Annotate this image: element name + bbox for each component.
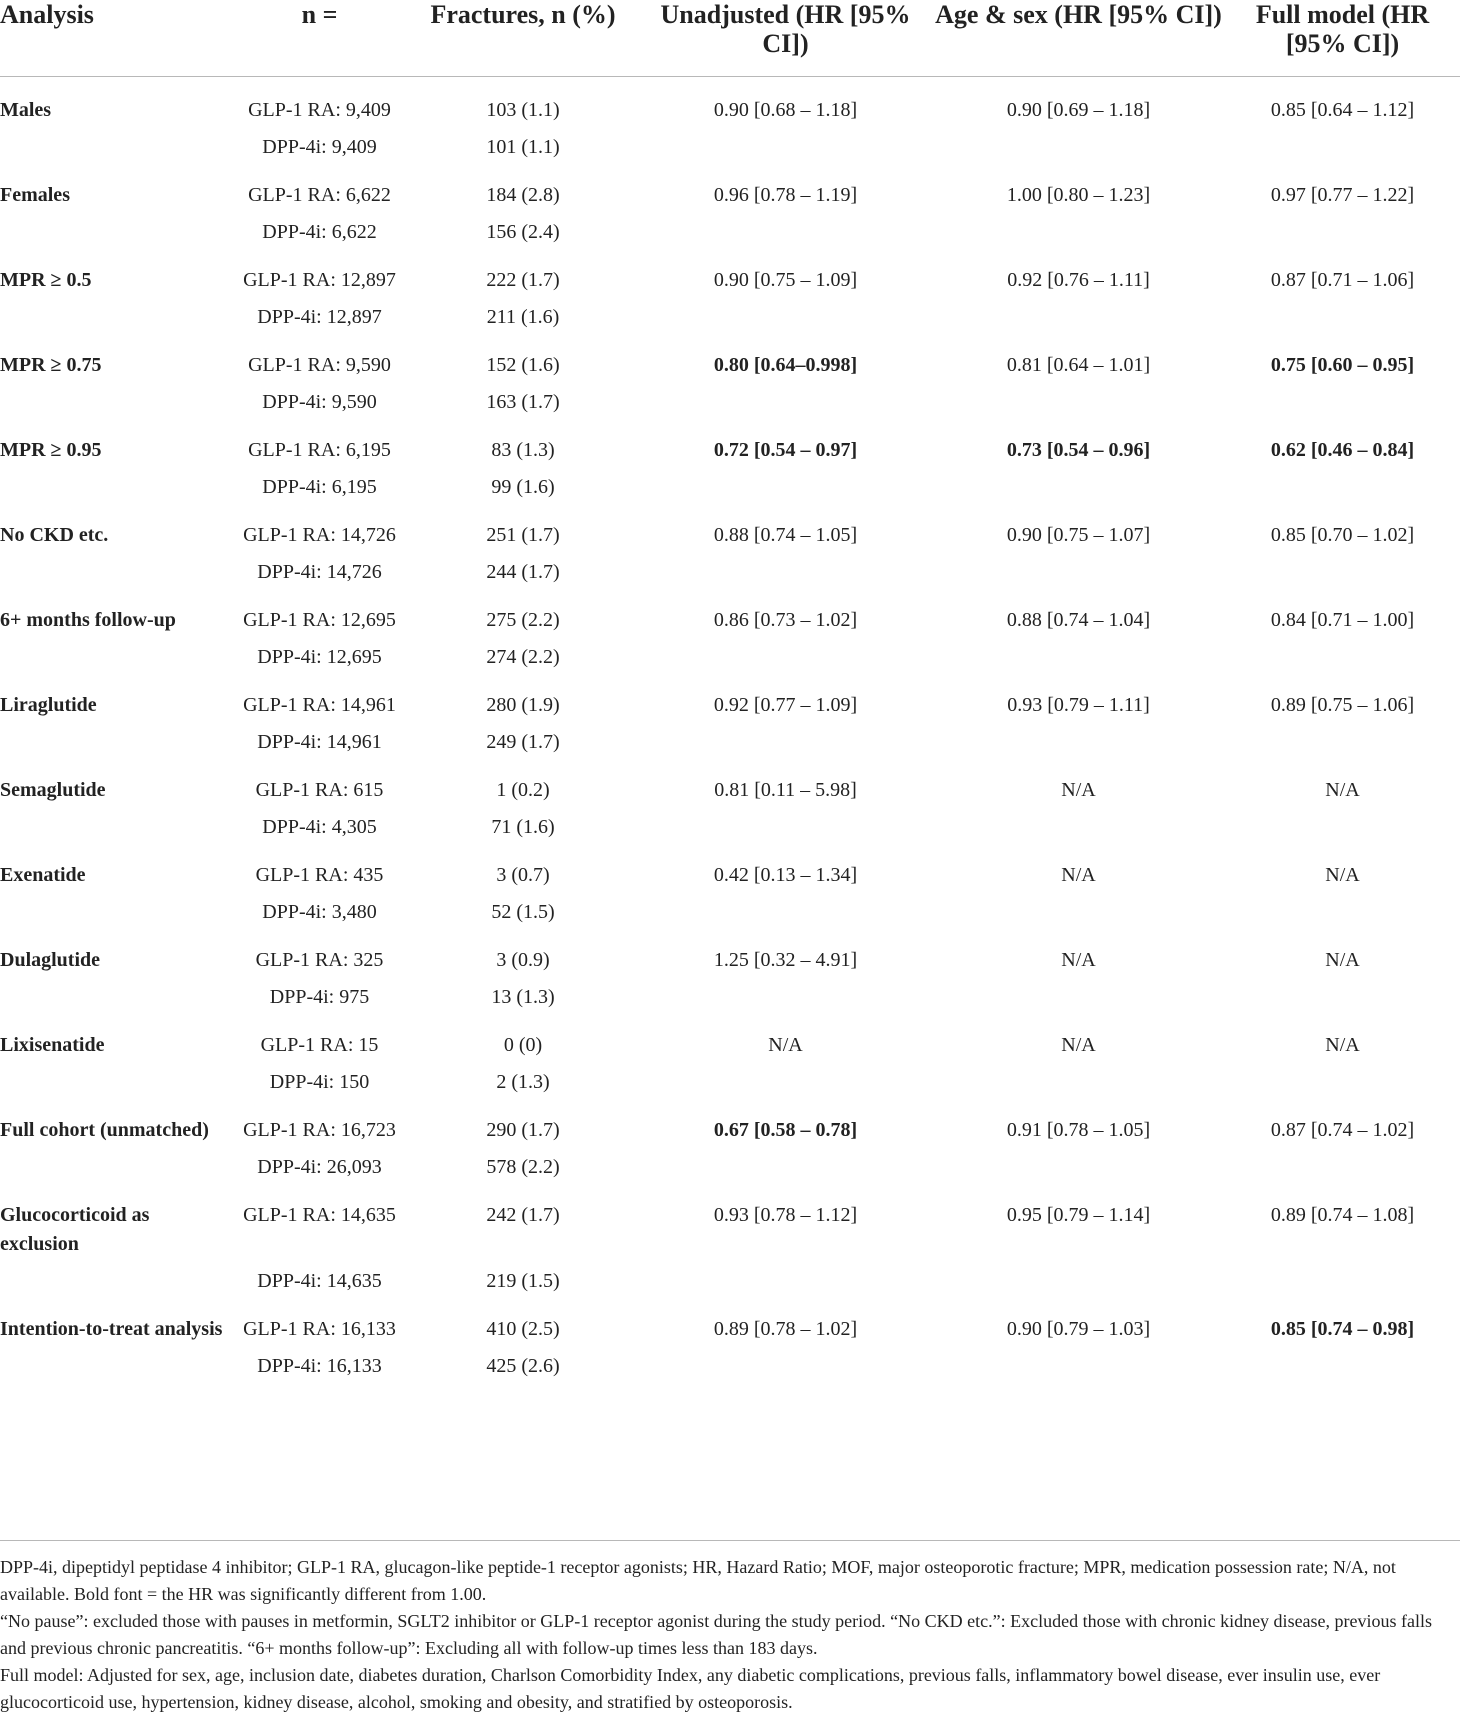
n-cell: GLP-1 RA: 6,195	[248, 439, 391, 461]
n-cell: DPP-4i: 12,897	[257, 306, 382, 328]
unadjusted-hr-cell: 0.81 [0.11 – 5.98]	[714, 779, 857, 801]
analysis-label: MPR ≥ 0.5	[0, 269, 92, 291]
table-row	[0, 757, 1460, 805]
full-model-hr-cell: 0.84 [0.71 – 1.00]	[1270, 609, 1415, 631]
empty-cell	[1225, 975, 1460, 1012]
age-sex-hr-cell: 0.91 [0.78 – 1.05]	[1006, 1119, 1151, 1141]
empty-cell	[932, 635, 1225, 672]
empty-cell	[932, 465, 1225, 502]
fractures-cell: 219 (1.5)	[486, 1270, 560, 1292]
full-model-hr-cell: N/A	[1325, 779, 1360, 801]
analysis-label: Females	[0, 184, 70, 206]
full-model-hr-cell: 0.87 [0.74 – 1.02]	[1270, 1119, 1415, 1141]
fractures-cell: 425 (2.6)	[486, 1355, 560, 1377]
empty-cell	[0, 380, 232, 417]
empty-cell	[0, 125, 232, 162]
table-row	[0, 550, 1460, 587]
empty-cell	[1225, 635, 1460, 672]
n-cell: GLP-1 RA: 16,723	[243, 1119, 396, 1141]
n-cell: DPP-4i: 150	[269, 1071, 370, 1093]
table-row	[0, 332, 1460, 380]
empty-cell	[1225, 1344, 1460, 1391]
n-cell: DPP-4i: 6,622	[262, 221, 377, 243]
analysis-label: 6+ months follow-up	[0, 609, 176, 631]
empty-cell	[639, 125, 932, 162]
unadjusted-hr-cell: 0.80 [0.64–0.998]	[713, 354, 858, 376]
age-sex-hr-cell: N/A	[1061, 779, 1096, 801]
table-header	[0, 0, 1460, 77]
age-sex-hr-cell: 0.73 [0.54 – 0.96]	[1006, 439, 1151, 461]
n-cell: GLP-1 RA: 325	[255, 949, 384, 971]
table-row	[0, 295, 1460, 332]
empty-cell	[0, 1060, 232, 1097]
fractures-cell: 99 (1.6)	[491, 476, 555, 498]
table-row	[0, 805, 1460, 842]
unadjusted-hr-cell: 0.88 [0.74 – 1.05]	[713, 524, 858, 546]
fractures-cell: 578 (2.2)	[486, 1156, 560, 1178]
table-row	[0, 77, 1460, 126]
table-row	[0, 975, 1460, 1012]
unadjusted-hr-cell: N/A	[768, 1034, 803, 1056]
footnote-full-model: Full model: Adjusted for sex, age, inclusion date, diabetes duration, Charlson Comorbidity Index, any diabetic complications, previous falls, inflammatory bowel disease, ever insulin use, ever glucocorticoid use, hypertension, kidney disease, alcohol, smoking and obesity, and stratified by osteoporosis.	[0, 1665, 1381, 1712]
empty-cell	[639, 465, 932, 502]
full-model-hr-cell: 0.97 [0.77 – 1.22]	[1270, 184, 1415, 206]
fractures-cell: 156 (2.4)	[486, 221, 560, 243]
empty-cell	[932, 210, 1225, 247]
header-full-model: Full model (HR [95% CI])	[1225, 0, 1460, 77]
full-model-hr-cell: 0.87 [0.71 – 1.06]	[1270, 269, 1415, 291]
age-sex-hr-cell: 0.88 [0.74 – 1.04]	[1006, 609, 1151, 631]
n-cell: DPP-4i: 14,726	[257, 561, 382, 583]
age-sex-hr-cell: N/A	[1061, 949, 1096, 971]
empty-cell	[639, 210, 932, 247]
fractures-cell: 251 (1.7)	[486, 524, 560, 546]
table-row	[0, 1060, 1460, 1097]
full-model-hr-cell: 0.85 [0.74 – 0.98]	[1270, 1318, 1415, 1340]
age-sex-hr-cell: 1.00 [0.80 – 1.23]	[1006, 184, 1151, 206]
empty-cell	[639, 1259, 932, 1296]
table-row	[0, 1344, 1460, 1391]
table-row	[0, 1182, 1460, 1259]
analysis-label: Intention-to-treat analysis	[0, 1318, 223, 1340]
unadjusted-hr-cell: 0.42 [0.13 – 1.34]	[713, 864, 858, 886]
n-cell: DPP-4i: 9,590	[262, 391, 377, 413]
n-cell: GLP-1 RA: 9,590	[248, 354, 391, 376]
n-cell: GLP-1 RA: 12,695	[243, 609, 396, 631]
empty-cell	[1225, 1060, 1460, 1097]
unadjusted-hr-cell: 0.90 [0.68 – 1.18]	[713, 99, 858, 121]
header-fractures: Fractures, n (%)	[407, 0, 639, 77]
empty-cell	[0, 635, 232, 672]
table-row	[0, 380, 1460, 417]
full-model-hr-cell: 0.62 [0.46 – 0.84]	[1270, 439, 1415, 461]
fractures-cell: 280 (1.9)	[486, 694, 560, 716]
empty-cell	[932, 1145, 1225, 1182]
empty-cell	[639, 380, 932, 417]
age-sex-hr-cell: 0.93 [0.79 – 1.11]	[1007, 694, 1150, 716]
empty-cell	[0, 975, 232, 1012]
fractures-cell: 249 (1.7)	[486, 731, 560, 753]
table-row	[0, 587, 1460, 635]
fractures-cell: 244 (1.7)	[486, 561, 560, 583]
empty-cell	[1225, 125, 1460, 162]
empty-cell	[0, 1344, 232, 1391]
table-row	[0, 1097, 1460, 1145]
analysis-label: No CKD etc.	[0, 524, 109, 546]
unadjusted-hr-cell: 0.89 [0.78 – 1.02]	[713, 1318, 858, 1340]
n-cell: DPP-4i: 3,480	[262, 901, 377, 923]
n-cell: GLP-1 RA: 16,133	[243, 1318, 396, 1340]
fractures-cell: 103 (1.1)	[486, 99, 560, 121]
empty-cell	[932, 295, 1225, 332]
full-model-hr-cell: N/A	[1325, 949, 1360, 971]
n-cell: GLP-1 RA: 435	[255, 864, 384, 886]
analysis-label: Semaglutide	[0, 779, 106, 801]
fractures-cell: 3 (0.9)	[496, 949, 550, 971]
table-row	[0, 125, 1460, 162]
footnote-abbreviations: DPP-4i, dipeptidyl peptidase 4 inhibitor; GLP-1 RA, glucagon-like peptide-1 receptor agonists; HR, Hazard Ratio; MOF, major osteoporotic fracture; MPR, medication possession rate; N/A, not available. Bold font = the HR was significantly different from 1.00.	[0, 1557, 1396, 1604]
n-cell: DPP-4i: 6,195	[262, 476, 377, 498]
full-model-hr-cell: 0.75 [0.60 – 0.95]	[1270, 354, 1415, 376]
empty-cell	[0, 890, 232, 927]
age-sex-hr-cell: N/A	[1061, 1034, 1096, 1056]
n-cell: DPP-4i: 4,305	[262, 816, 377, 838]
empty-cell	[639, 890, 932, 927]
n-cell: DPP-4i: 14,961	[257, 731, 382, 753]
table-row	[0, 247, 1460, 295]
empty-cell	[1225, 1259, 1460, 1296]
table-footnotes	[0, 1540, 1460, 1716]
empty-cell	[932, 1259, 1225, 1296]
unadjusted-hr-cell: 0.96 [0.78 – 1.19]	[713, 184, 858, 206]
fractures-cell: 83 (1.3)	[491, 439, 555, 461]
n-cell: DPP-4i: 26,093	[257, 1156, 382, 1178]
n-cell: DPP-4i: 12,695	[257, 646, 382, 668]
empty-cell	[1225, 550, 1460, 587]
header-n: n =	[232, 0, 407, 77]
age-sex-hr-cell: N/A	[1061, 864, 1096, 886]
header-age-sex: Age & sex (HR [95% CI])	[932, 0, 1225, 77]
fractures-cell: 184 (2.8)	[486, 184, 560, 206]
fractures-cell: 211 (1.6)	[486, 306, 560, 328]
empty-cell	[1225, 295, 1460, 332]
empty-cell	[0, 550, 232, 587]
n-cell: DPP-4i: 16,133	[257, 1355, 382, 1377]
full-model-hr-cell: 0.85 [0.70 – 1.02]	[1270, 524, 1415, 546]
empty-cell	[639, 805, 932, 842]
unadjusted-hr-cell: 0.86 [0.73 – 1.02]	[713, 609, 858, 631]
age-sex-hr-cell: 0.92 [0.76 – 1.11]	[1007, 269, 1150, 291]
empty-cell	[639, 1145, 932, 1182]
unadjusted-hr-cell: 1.25 [0.32 – 4.91]	[713, 949, 858, 971]
empty-cell	[0, 720, 232, 757]
empty-cell	[1225, 380, 1460, 417]
empty-cell	[639, 720, 932, 757]
empty-cell	[0, 465, 232, 502]
n-cell: DPP-4i: 9,409	[262, 136, 377, 158]
n-cell: DPP-4i: 975	[269, 986, 370, 1008]
full-model-hr-cell: N/A	[1325, 1034, 1360, 1056]
table-row	[0, 210, 1460, 247]
fractures-cell: 290 (1.7)	[486, 1119, 560, 1141]
table-body	[0, 77, 1460, 1392]
empty-cell	[1225, 210, 1460, 247]
analysis-label: Glucocorticoid as exclusion	[0, 1204, 150, 1255]
table-row	[0, 1145, 1460, 1182]
table-row	[0, 842, 1460, 890]
n-cell: DPP-4i: 14,635	[257, 1270, 382, 1292]
n-cell: GLP-1 RA: 12,897	[243, 269, 396, 291]
n-cell: GLP-1 RA: 6,622	[248, 184, 391, 206]
analysis-label: MPR ≥ 0.75	[0, 354, 102, 376]
table-row	[0, 1259, 1460, 1296]
full-model-hr-cell: 0.89 [0.75 – 1.06]	[1270, 694, 1415, 716]
empty-cell	[1225, 805, 1460, 842]
empty-cell	[639, 975, 932, 1012]
empty-cell	[639, 1060, 932, 1097]
n-cell: GLP-1 RA: 15	[260, 1034, 379, 1056]
analysis-label: Dulaglutide	[0, 949, 101, 971]
empty-cell	[1225, 890, 1460, 927]
empty-cell	[1225, 720, 1460, 757]
table-row	[0, 1012, 1460, 1060]
full-model-hr-cell: 0.85 [0.64 – 1.12]	[1270, 99, 1415, 121]
unadjusted-hr-cell: 0.93 [0.78 – 1.12]	[713, 1204, 858, 1226]
n-cell: GLP-1 RA: 615	[255, 779, 384, 801]
fractures-cell: 242 (1.7)	[486, 1204, 560, 1226]
full-model-hr-cell: N/A	[1325, 864, 1360, 886]
table-row	[0, 890, 1460, 927]
table-row	[0, 720, 1460, 757]
analysis-label: Males	[0, 99, 52, 121]
empty-cell	[932, 1344, 1225, 1391]
table-row	[0, 1296, 1460, 1344]
fractures-cell: 13 (1.3)	[491, 986, 555, 1008]
empty-cell	[932, 550, 1225, 587]
table-row	[0, 417, 1460, 465]
unadjusted-hr-cell: 0.92 [0.77 – 1.09]	[713, 694, 858, 716]
empty-cell	[0, 1145, 232, 1182]
empty-cell	[932, 125, 1225, 162]
header-row	[0, 0, 1460, 77]
fractures-cell: 101 (1.1)	[486, 136, 560, 158]
empty-cell	[932, 720, 1225, 757]
table-row	[0, 635, 1460, 672]
age-sex-hr-cell: 0.90 [0.75 – 1.07]	[1006, 524, 1151, 546]
empty-cell	[1225, 1145, 1460, 1182]
empty-cell	[932, 380, 1225, 417]
empty-cell	[0, 805, 232, 842]
n-cell: GLP-1 RA: 14,961	[243, 694, 396, 716]
age-sex-hr-cell: 0.90 [0.69 – 1.18]	[1006, 99, 1151, 121]
empty-cell	[1225, 465, 1460, 502]
fractures-cell: 410 (2.5)	[486, 1318, 560, 1340]
analysis-label: Liraglutide	[0, 694, 97, 716]
header-analysis: Analysis	[0, 0, 232, 77]
empty-cell	[932, 805, 1225, 842]
fractures-cell: 275 (2.2)	[486, 609, 560, 631]
fractures-cell: 274 (2.2)	[486, 646, 560, 668]
empty-cell	[0, 210, 232, 247]
age-sex-hr-cell: 0.90 [0.79 – 1.03]	[1006, 1318, 1151, 1340]
table-row	[0, 927, 1460, 975]
empty-cell	[639, 1344, 932, 1391]
fractures-cell: 2 (1.3)	[496, 1071, 550, 1093]
analysis-label: Lixisenatide	[0, 1034, 105, 1056]
n-cell: GLP-1 RA: 14,726	[243, 524, 396, 546]
full-model-hr-cell: 0.89 [0.74 – 1.08]	[1270, 1204, 1415, 1226]
empty-cell	[0, 295, 232, 332]
fractures-cell: 52 (1.5)	[491, 901, 555, 923]
empty-cell	[932, 890, 1225, 927]
empty-cell	[0, 1259, 232, 1296]
fractures-cell: 71 (1.6)	[491, 816, 555, 838]
n-cell: GLP-1 RA: 14,635	[243, 1204, 396, 1226]
analysis-label: MPR ≥ 0.95	[0, 439, 102, 461]
n-cell: GLP-1 RA: 9,409	[248, 99, 391, 121]
empty-cell	[639, 635, 932, 672]
empty-cell	[932, 975, 1225, 1012]
analysis-label: Full cohort (unmatched)	[0, 1119, 209, 1141]
unadjusted-hr-cell: 0.67 [0.58 – 0.78]	[713, 1119, 858, 1141]
empty-cell	[932, 1060, 1225, 1097]
table-row	[0, 465, 1460, 502]
fractures-cell: 3 (0.7)	[496, 864, 550, 886]
table-row	[0, 502, 1460, 550]
unadjusted-hr-cell: 0.90 [0.75 – 1.09]	[713, 269, 858, 291]
empty-cell	[639, 295, 932, 332]
age-sex-hr-cell: 0.81 [0.64 – 1.01]	[1006, 354, 1151, 376]
empty-cell	[639, 550, 932, 587]
fractures-cell: 1 (0.2)	[496, 779, 550, 801]
header-unadjusted: Unadjusted (HR [95% CI])	[639, 0, 932, 77]
fractures-cell: 0 (0)	[503, 1034, 543, 1056]
fractures-cell: 152 (1.6)	[486, 354, 560, 376]
table-row	[0, 162, 1460, 210]
age-sex-hr-cell: 0.95 [0.79 – 1.14]	[1006, 1204, 1151, 1226]
footnote-definitions: “No pause”: excluded those with pauses in metformin, SGLT2 inhibitor or GLP-1 receptor agonist during the study period. “No CKD etc.”: Excluded those with chronic kidney disease, previous falls and previous chronic pancreatitis. “6+ months follow-up”: Excluding all with follow-up times less than 183 days.	[0, 1611, 1433, 1658]
fractures-cell: 163 (1.7)	[486, 391, 560, 413]
table-row	[0, 672, 1460, 720]
analysis-label: Exenatide	[0, 864, 86, 886]
fractures-cell: 222 (1.7)	[486, 269, 560, 291]
unadjusted-hr-cell: 0.72 [0.54 – 0.97]	[713, 439, 858, 461]
